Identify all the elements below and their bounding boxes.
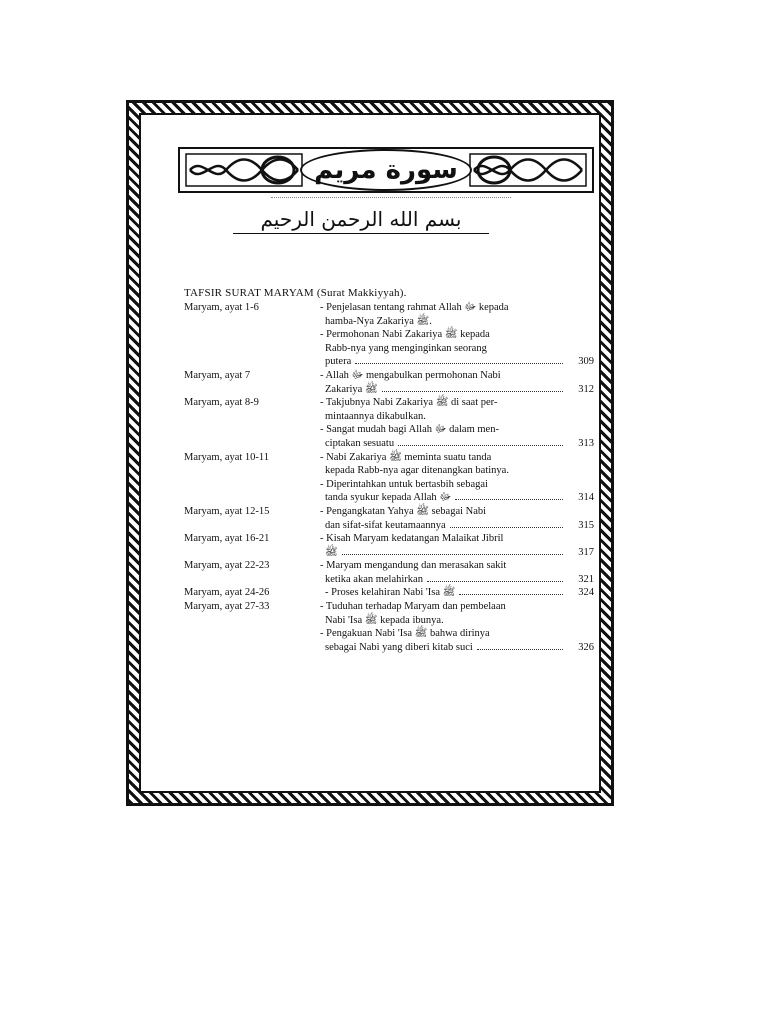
toc-entry-line: - Pengakuan Nabi 'Isa ﷺ bahwa dirinya [320, 628, 490, 640]
toc-entry-line: putera [325, 356, 352, 368]
toc-row-label: Maryam, ayat 27-33 [184, 601, 270, 613]
dot-leader [427, 581, 563, 582]
toc-row-label: Maryam, ayat 10-11 [184, 451, 270, 463]
dot-leader [459, 594, 563, 595]
toc-row-label: Maryam, ayat 8-9 [184, 397, 259, 409]
toc-entry [320, 559, 594, 586]
dot-leader [450, 527, 563, 528]
toc-entry-line: Nabi 'Isa ﷺ kepada ibunya. [325, 614, 444, 626]
toc-entry-line: ﷺ [325, 546, 338, 558]
toc-entry-line: - Diperintahkan untuk bertasbih sebagai [320, 478, 488, 490]
toc-row [184, 369, 594, 396]
toc-page-number: 317 [578, 546, 594, 558]
toc-entry [320, 301, 594, 328]
toc-row [184, 451, 594, 505]
toc-entry-line: kepada Rabb-nya agar ditenangkan batinya. [325, 465, 509, 477]
toc-row-label: Maryam, ayat 22-23 [184, 560, 270, 572]
toc-entry-line: - Takjubnya Nabi Zakariya ﷺ di saat per- [320, 397, 498, 409]
toc-page-number: 321 [578, 573, 594, 585]
toc-entry [320, 369, 594, 396]
toc-page-number: 309 [578, 356, 594, 368]
page-content [139, 113, 601, 793]
toc-entry-line: - Sangat mudah bagi Allah ﷻ dalam men- [320, 424, 499, 436]
toc-row-label: Maryam, ayat 24-26 [184, 587, 270, 599]
toc-entry-line: - Penjelasan tentang rahmat Allah ﷻ kepada [320, 302, 509, 313]
table-of-contents [184, 301, 594, 654]
toc-entry-line: Rabb-nya yang menginginkan seorang [325, 342, 487, 354]
toc-entry [320, 600, 594, 627]
toc-row-label: Maryam, ayat 12-15 [184, 505, 270, 517]
toc-entry-line: - Proses kelahiran Nabi 'Isa ﷺ [325, 587, 456, 599]
toc-page-number: 315 [578, 519, 594, 531]
toc-entry-line: sebagai Nabi yang diberi kitab suci [325, 641, 473, 653]
dot-leader [398, 445, 563, 446]
toc-row [184, 301, 594, 369]
toc-entry-line: - Nabi Zakariya ﷺ meminta suatu tanda [320, 451, 492, 463]
toc-entry-line: - Pengangkatan Yahya ﷺ sebagai Nabi [320, 505, 487, 517]
toc-entry [320, 423, 594, 450]
toc-page-number: 313 [578, 437, 594, 449]
toc-entry [320, 532, 594, 559]
basmala-stroke [233, 233, 489, 234]
toc-entry [320, 586, 594, 600]
toc-entry [320, 627, 594, 654]
toc-page-number: 312 [578, 383, 594, 395]
toc-row-label: Maryam, ayat 16-21 [184, 533, 270, 545]
dot-leader [382, 391, 563, 392]
toc-row [184, 505, 594, 532]
title-oval [300, 149, 472, 191]
toc-entry-line: ketika akan melahirkan [325, 573, 423, 585]
page-border [126, 100, 614, 806]
dot-leader [477, 649, 563, 650]
surah-title: سورة مريم [314, 155, 458, 185]
toc-row [184, 600, 594, 654]
toc-entry-line: - Permohonan Nabi Zakariya ﷺ kepada [320, 329, 490, 341]
toc-entry-line: - Tuduhan terhadap Maryam dan pembelaan [320, 601, 506, 613]
toc-entry-line: Zakariya ﷺ [325, 383, 378, 395]
toc-row-label: Maryam, ayat 7 [184, 369, 251, 381]
title-underline [271, 197, 511, 198]
toc-entry-line: - Maryam mengandung dan merasakan sakit [320, 560, 507, 572]
toc-entry-line: - Allah ﷻ mengabulkan permohonan Nabi [320, 369, 501, 381]
toc-page-number: 326 [578, 641, 594, 653]
toc-row-label: Maryam, ayat 1-6 [184, 302, 259, 313]
dot-leader [355, 363, 563, 364]
ornament-right-icon [468, 152, 588, 188]
surah-title-banner [178, 147, 594, 193]
toc-entry-line: hamba-Nya Zakariya ﷺ. [325, 315, 432, 327]
toc-heading: TAFSIR SURAT MARYAM (Surat Makkiyyah). [184, 287, 407, 299]
toc-entry-line: mintaannya dikabulkan. [325, 410, 426, 422]
toc-entry-line: - Kisah Maryam kedatangan Malaikat Jibril [320, 533, 504, 545]
dot-leader [342, 554, 563, 555]
toc-entry [320, 396, 594, 423]
ornament-left-icon [184, 152, 304, 188]
toc-entry [320, 451, 594, 478]
toc-entry-line: dan sifat-sifat keutamaannya [325, 519, 446, 531]
basmala: بسم الله الرحمن الرحيم [260, 207, 462, 231]
toc-row [184, 396, 594, 450]
toc-entry [320, 478, 594, 505]
toc-row [184, 586, 594, 600]
dot-leader [455, 499, 563, 500]
toc-page-number: 314 [578, 492, 594, 504]
toc-page-number: 324 [578, 587, 594, 599]
toc-entry [320, 505, 594, 532]
toc-row [184, 532, 594, 559]
toc-entry-line: tanda syukur kepada Allah ﷻ [325, 492, 452, 504]
toc-entry-line: ciptakan sesuatu [325, 437, 395, 449]
toc-entry [320, 328, 594, 369]
toc-row [184, 559, 594, 586]
